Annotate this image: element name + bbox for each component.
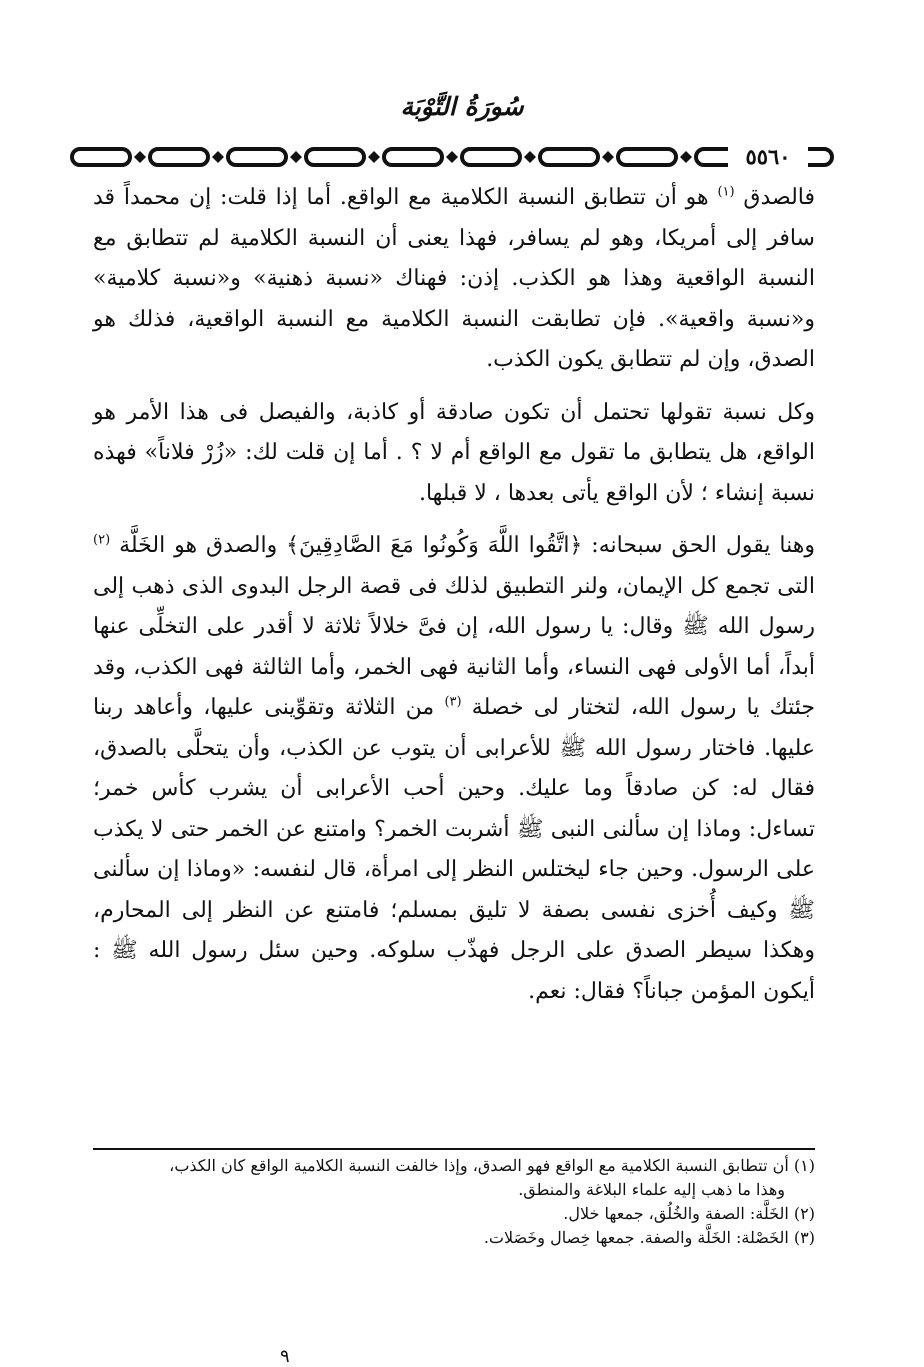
page-number: ٥٥٦٠ (728, 144, 808, 170)
footnotes (93, 1154, 815, 1250)
footnote-3 (93, 1226, 815, 1250)
footnote-label: (١) (793, 1156, 815, 1175)
footnote-text: أن تتطابق النسبة الكلامية مع الواقع فهو الصدق، وإذا خالفت النسبة الكلامية الواقع كان الكذب، (169, 1156, 789, 1175)
paragraph-3-start: وهنا يقول الحق سبحانه: ﴿اتَّقُوا اللَّهَ وَكُونُوا مَعَ الصَّادِقِينَ﴾ والصدق هو الخَلَّة (119, 533, 815, 558)
paragraph-3-end: من الثلاثة وتقوِّينى عليها، وأعاهد ربنا عليها. فاختار رسول الله ﷺ للأعرابى أن يتوب عن الكذب، وأن يتحلَّى بالصدق، فقال له: كن صادقاً وما عليك. وحين أحب الأعرابى أن يشرب كأس خمر؛ تساءل: وماذا إن سألنى النبى ﷺ أشربت الخمر؟ وامتنع عن الخمر حتى لا يكذب على الرسول. وحين جاء ليختلس النظر إلى امرأة، قال لنفسه: «وماذا إن سألنى ﷺ وكيف أُخزى نفسى بصفة لا تليق بمسلم؛ فامتنع عن النظر إلى المحارم، وهكذا سيطر الصدق على الرجل فهذّب سلوكه. وحين سئل رسول الله ﷺ : أيكون المؤمن جباناً؟ فقال: نعم. (93, 695, 815, 1004)
footnote-ref-2: (٢) (93, 532, 111, 548)
footnote-label: (٣) (793, 1228, 815, 1247)
footnote-text: وهذا ما ذهب إليه علماء البلاغة والمنطق. (518, 1180, 785, 1199)
paragraph-3 (93, 526, 815, 1012)
paragraph-1-rest: هو أن تتطابق النسبة الكلامية مع الواقع. أما إذا قلت: إن محمداً قد سافر إلى أمريكا، وهو لم يسافر، فهذا يعنى أن النسبة الكلامية لم تتطابق مع النسبة الواقعية وهذا هو الكذب. إذن: فهناك «نسبة ذهنية» و«نسبة كلامية» و«نسبة واقعية». فإن تطابقت النسبة الكلامية مع النسبة الواقعية، فذلك هو الصدق، وإن لم تتطابق يكون الكذب. (93, 185, 815, 372)
ornamental-header (68, 140, 838, 174)
paragraph-2: وكل نسبة تقولها تحتمل أن تكون صادقة أو كاذبة، والفيصل فى هذا الأمر هو الواقع، هل يتطابق ما تقول مع الواقع أم لا ؟ . أما إن قلت لك: «زُرْ فلاناً» فهذه نسبة إنشاء ؛ لأن الواقع يأتى بعدها ، لا قبلها. (93, 399, 815, 506)
paragraph-1-start: فالصدق (743, 185, 815, 210)
paragraph-1 (93, 178, 815, 381)
chain-ornament (68, 140, 838, 174)
footnote-ref-1: (١) (717, 184, 735, 200)
footnote-divider (93, 1148, 815, 1150)
footnote-1 (93, 1154, 815, 1178)
bottom-signature-mark: ٩ (280, 1346, 290, 1367)
main-text (93, 178, 815, 1012)
footnote-ref-3: (٣) (444, 694, 462, 710)
footnote-2 (93, 1202, 815, 1226)
paragraph-3-middle: التى تجمع كل الإيمان، ولنر التطبيق لذلك فى قصة الرجل البدوى الذى ذهب إلى رسول الله ﷺ وقال: يا رسول الله، إن فىَّ خلالاً ثلاثة لا أقدر على التخلِّى عنها أبداً، أما الأولى فهى النساء، وأما الثانية فهى الخمر، وأما الثالثة فهى الكذب، وقد جئتك يا رسول الله، لتختار لى خصلة (93, 573, 815, 720)
footnote-text: الخَصْلة: الخَلَّة والصفة. جمعها خِصال وخَصَلات. (483, 1228, 789, 1247)
footnote-label: (٢) (793, 1204, 815, 1223)
footnote-1-continued (93, 1178, 815, 1202)
surah-title: سُورَةُ التَّوْبَة (400, 92, 524, 121)
footnote-text: الخَلَّة: الصفة والخُلُق، جمعها خلال. (563, 1204, 789, 1223)
